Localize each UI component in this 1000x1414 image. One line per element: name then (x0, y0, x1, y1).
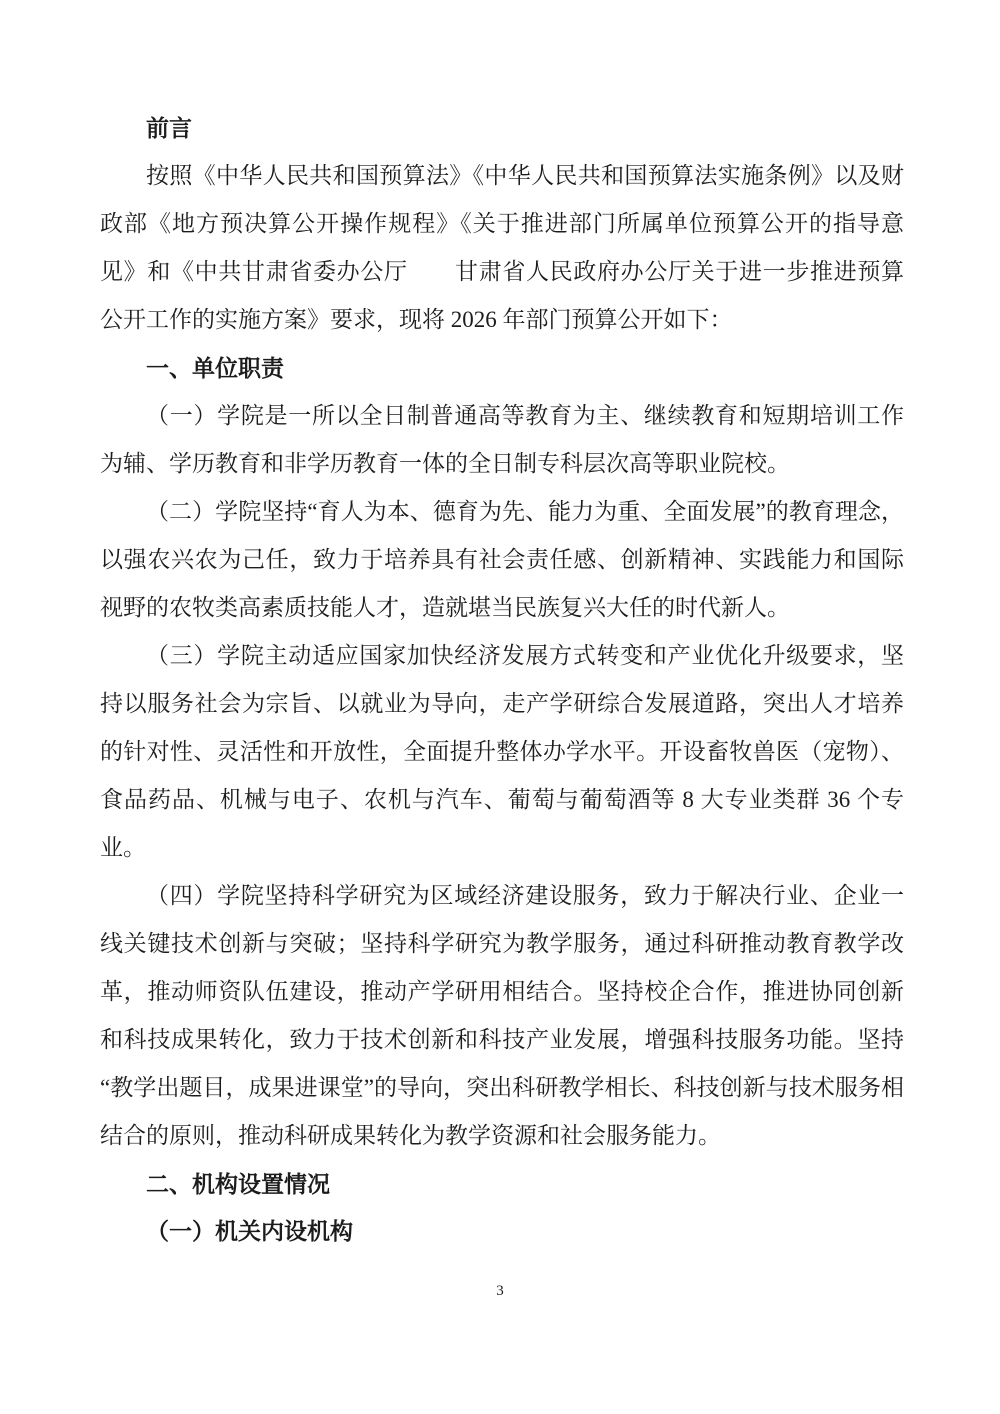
preface-heading: 前言 (146, 115, 192, 141)
page-footer (0, 1282, 1000, 1300)
document-content (100, 104, 904, 1256)
paragraph-container (100, 104, 904, 1256)
duty-paragraph-3: （三）学院主动适应国家加快经济发展方式转变和产业优化升级要求，坚持以服务社会为宗旨、以就业为导向，走产学研综合发展道路，突出人才培养的针对性、灵活性和开放性，全面提升整体办学水平。开设畜牧兽医（宠物）、食品药品、机械与电子、农机与汽车、葡萄与葡萄酒等 8 大专业类群 36 个专业。 (100, 643, 904, 860)
duty-paragraph-1: （一）学院是一所以全日制普通高等教育为主、继续教育和短期培训工作为辅、学历教育和非学历教育一体的全日制专科层次高等职业院校。 (100, 403, 904, 476)
section-2-1-heading: （一）机关内设机构 (146, 1219, 353, 1244)
page-number: 3 (496, 1283, 504, 1299)
section-1-heading: 一、单位职责 (146, 355, 284, 381)
section-2-heading: 二、机构设置情况 (146, 1171, 330, 1197)
preface-paragraph: 按照《中华人民共和国预算法》《中华人民共和国预算法实施条例》以及财政部《地方预决算公开操作规程》《关于推进部门所属单位预算公开的指导意见》和《中共甘肃省委办公厅 甘肃省人民政府办公厅关于进一步推进预算公开工作的实施方案》要求，现将 2026 年部门预算公开如下： (100, 163, 904, 332)
duty-paragraph-4: （四）学院坚持科学研究为区域经济建设服务，致力于解决行业、企业一线关键技术创新与突破；坚持科学研究为教学服务，通过科研推动教育教学改革，推动师资队伍建设，推动产学研用相结合。坚持校企合作，推进协同创新和科技成果转化，致力于技术创新和科技产业发展，增强科技服务功能。坚持“教学出题目，成果进课堂”的导向，突出科研教学相长、科技创新与技术服务相结合的原则，推动科研成果转化为教学资源和社会服务能力。 (100, 883, 904, 1148)
duty-paragraph-2: （二）学院坚持“育人为本、德育为先、能力为重、全面发展”的教育理念，以强农兴农为己任，致力于培养具有社会责任感、创新精神、实践能力和国际视野的农牧类高素质技能人才，造就堪当民族复兴大任的时代新人。 (100, 499, 904, 620)
